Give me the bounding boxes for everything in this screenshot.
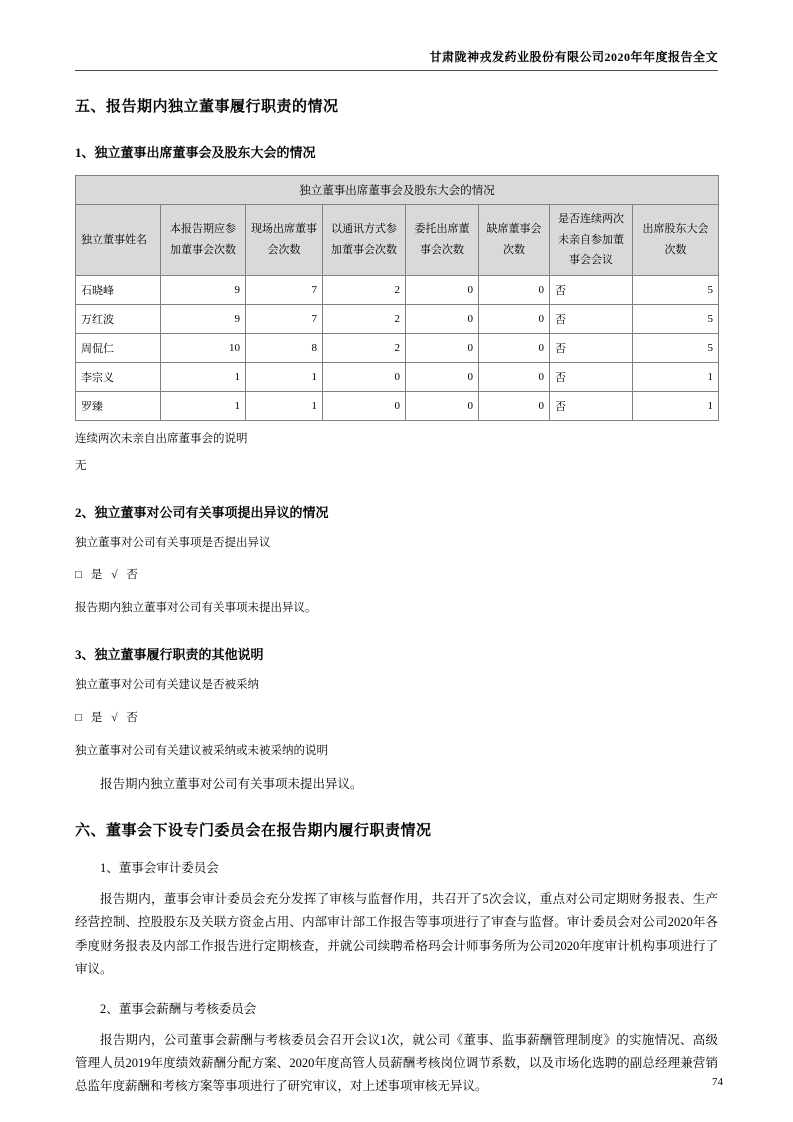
cell-value: 5 (633, 334, 719, 363)
no-label: 否 (126, 711, 138, 724)
cell-value: 否 (550, 305, 633, 334)
table-row (76, 363, 719, 392)
section-6-item-2-paragraph: 报告期内，公司董事会薪酬与考核委员会召开会议1次，就公司《董事、监事薪酬管理制度》的实施情况、高级管理人员2019年度绩效薪酬分配方案、2020年度高管人员薪酬考核岗位调节系数，以及市场化选聘的副总经理兼营销总监年度薪酬和考核方案等事项进行了研究审议，对上述事项审核无异议。 (75, 1032, 718, 1094)
cell-value: 9 (161, 276, 246, 305)
cell-value: 1 (161, 363, 246, 392)
cell-director-name: 罗臻 (76, 392, 161, 421)
cell-value: 1 (633, 363, 719, 392)
column-header-shareholder-meetings: 出席股东大会次数 (633, 205, 719, 276)
yes-label: 是 (90, 711, 103, 724)
section-6-title: 六、董事会下设专门委员会在报告期内履行职责情况 (75, 823, 432, 840)
cell-director-name: 万红波 (76, 305, 161, 334)
yes-label: 是 (90, 569, 103, 582)
sub3-question: 独立董事对公司有关建议是否被采纳 (75, 679, 259, 692)
sub3-statement: 报告期内独立董事对公司有关事项未提出异议。 (100, 777, 363, 792)
section-6-item-1-paragraph: 报告期内，董事会审计委员会充分发挥了审核与监督作用，共召开了5次会议，重点对公司定期财务报表、生产经营控制、控股股东及关联方资金占用、内部审计部工作报告等事项进行了审查与监督。审计委员会对公司2020年各季度财务报表及内部工作报告进行定期核查，并就公司续聘希格玛会计师事务所为公司2020年度审计机构事项进行了审议。 (75, 892, 718, 976)
check-icon: √ (111, 569, 118, 582)
cell-value: 0 (406, 392, 479, 421)
cell-value: 0 (479, 334, 550, 363)
running-header: 甘肃陇神戎发药业股份有限公司2020年年度报告全文 (75, 48, 718, 71)
cell-value: 2 (323, 305, 406, 334)
column-header-two-consecutive: 是否连续两次未亲自参加董事会会议 (550, 205, 633, 276)
table-header-row (76, 205, 719, 276)
cell-value: 1 (161, 392, 246, 421)
cell-value: 7 (246, 305, 323, 334)
section-5-sub-1-title: 1、独立董事出席董事会及股东大会的情况 (75, 145, 316, 160)
cell-value: 否 (550, 276, 633, 305)
cell-value: 0 (323, 392, 406, 421)
independent-directors-attendance-table (75, 175, 719, 421)
cell-value: 0 (479, 276, 550, 305)
cell-value: 7 (246, 276, 323, 305)
cell-value: 0 (406, 334, 479, 363)
cell-value: 否 (550, 334, 633, 363)
cell-value: 8 (246, 334, 323, 363)
table-caption: 独立董事出席董事会及股东大会的情况 (76, 176, 719, 205)
cell-value: 0 (479, 392, 550, 421)
section-5-title: 五、报告期内独立董事履行职责的情况 (75, 99, 339, 115)
checkbox-unchecked-icon: □ (75, 711, 82, 724)
sub3-note-label: 独立董事对公司有关建议被采纳或未被采纳的说明 (75, 744, 328, 757)
cell-value: 1 (633, 392, 719, 421)
cell-value: 9 (161, 305, 246, 334)
cell-value: 10 (161, 334, 246, 363)
cell-director-name: 石晓峰 (76, 276, 161, 305)
table-row (76, 276, 719, 305)
table-row (76, 334, 719, 363)
no-label: 否 (126, 569, 138, 582)
column-header-entrusted: 委托出席董事会次数 (406, 205, 479, 276)
table-note-value: 无 (75, 460, 87, 473)
cell-value: 0 (479, 305, 550, 334)
cell-value: 5 (633, 276, 719, 305)
sub2-yes-no-selector (75, 566, 718, 586)
table-caption-row (76, 176, 719, 205)
section-5-sub-3-title: 3、独立董事履行职责的其他说明 (75, 647, 264, 663)
column-header-absent: 缺席董事会次数 (479, 205, 550, 276)
cell-value: 5 (633, 305, 719, 334)
cell-value: 0 (406, 276, 479, 305)
cell-director-name: 周侃仁 (76, 334, 161, 363)
cell-value: 否 (550, 392, 633, 421)
section-6-item-2-title: 2、董事会薪酬与考核委员会 (100, 1001, 257, 1016)
page-number: 74 (712, 1076, 723, 1088)
checkbox-unchecked-icon: □ (75, 569, 82, 582)
cell-value: 2 (323, 276, 406, 305)
cell-value: 0 (406, 363, 479, 392)
cell-director-name: 李宗义 (76, 363, 161, 392)
section-6-item-1-title: 1、董事会审计委员会 (100, 861, 219, 876)
column-header-telecom: 以通讯方式参加董事会次数 (323, 205, 406, 276)
column-header-should-attend: 本报告期应参加董事会次数 (161, 205, 246, 276)
cell-value: 否 (550, 363, 633, 392)
sub2-statement: 报告期内独立董事对公司有关事项未提出异议。 (75, 601, 317, 614)
table-row (76, 305, 719, 334)
cell-value: 0 (406, 305, 479, 334)
column-header-name: 独立董事姓名 (76, 205, 161, 276)
cell-value: 1 (246, 392, 323, 421)
cell-value: 1 (246, 363, 323, 392)
section-5-sub-2-title: 2、独立董事对公司有关事项提出异议的情况 (75, 504, 329, 520)
cell-value: 0 (323, 363, 406, 392)
sub3-yes-no-selector (75, 709, 718, 729)
cell-value: 0 (479, 363, 550, 392)
column-header-onsite: 现场出席董事会次数 (246, 205, 323, 276)
check-icon: √ (111, 711, 118, 724)
table-row (76, 392, 719, 421)
sub2-question: 独立董事对公司有关事项是否提出异议 (75, 536, 271, 549)
table-note-label: 连续两次未亲自出席董事会的说明 (75, 433, 248, 445)
cell-value: 2 (323, 334, 406, 363)
